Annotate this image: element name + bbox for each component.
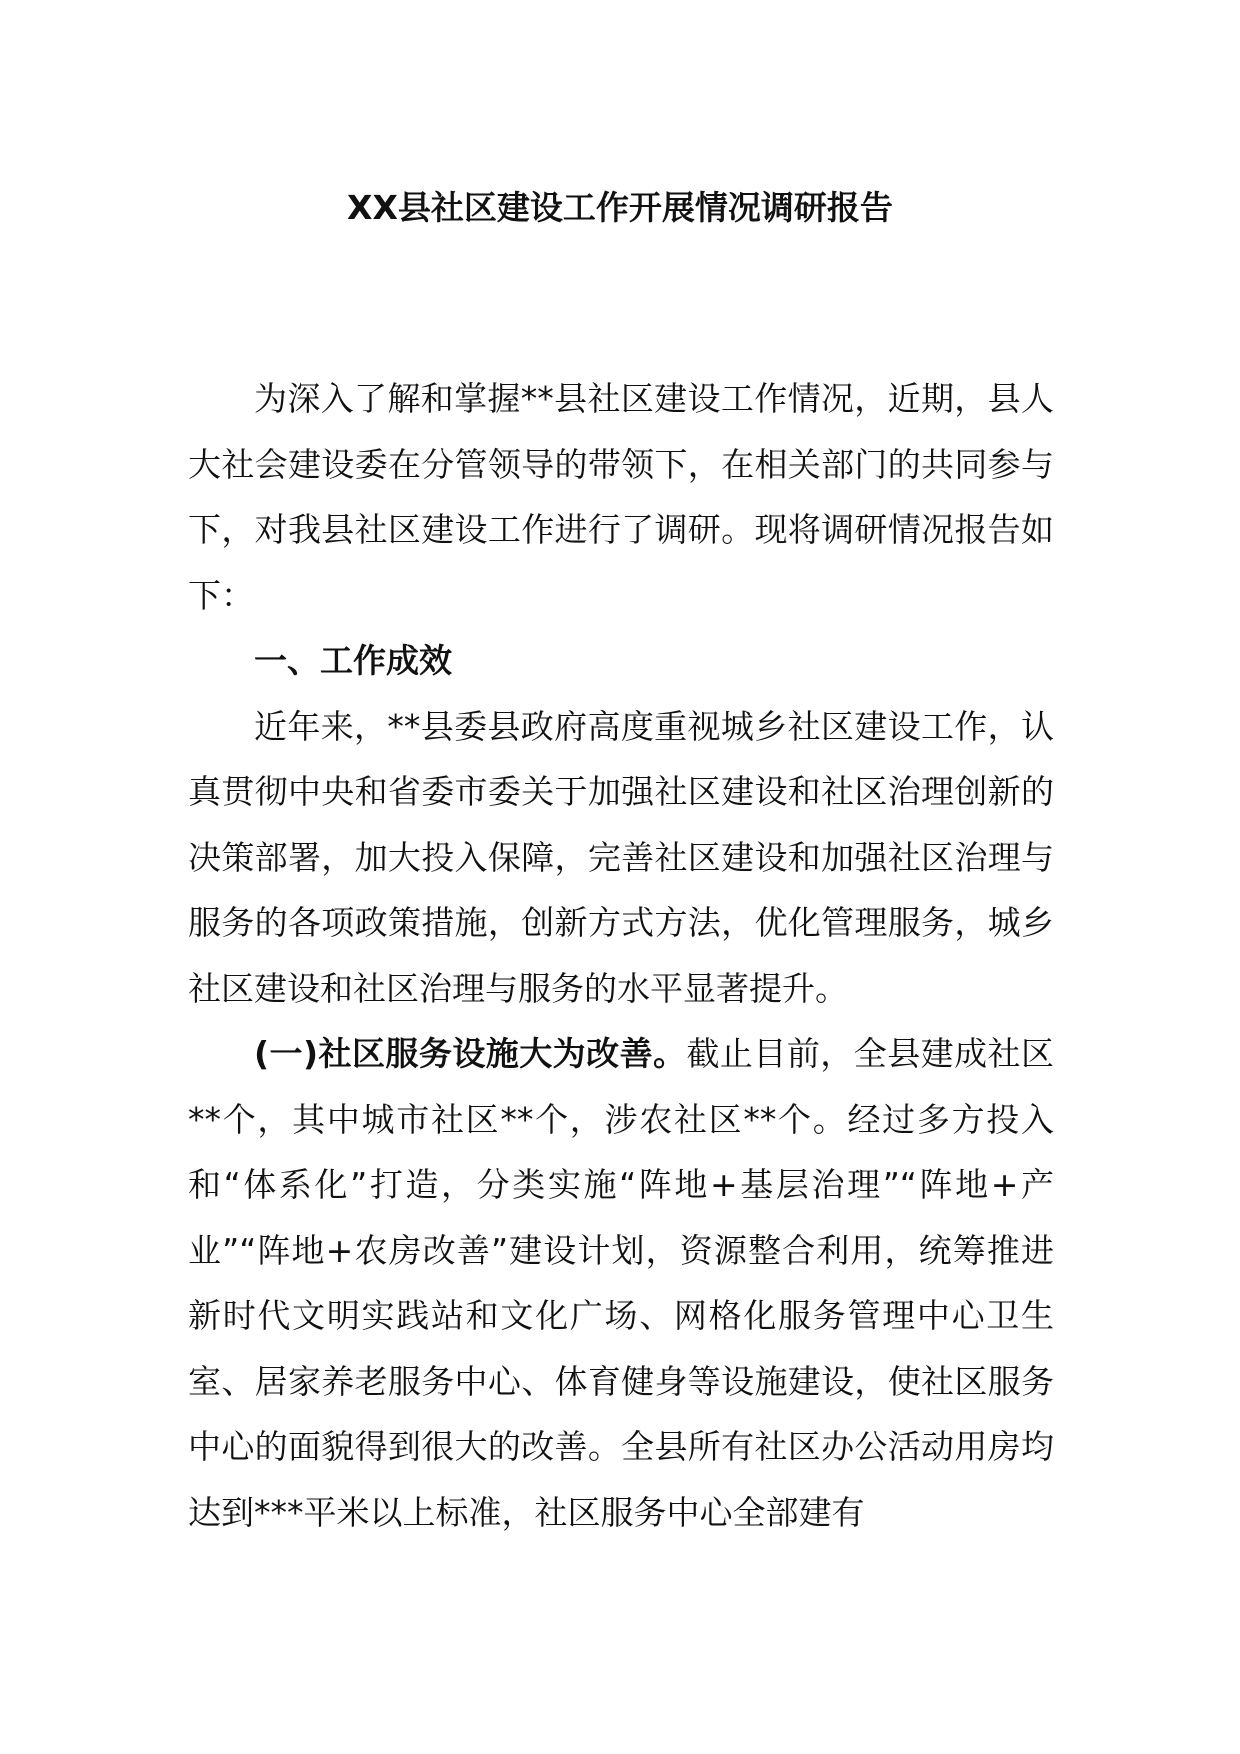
section-heading-achievements: 一、工作成效 <box>254 641 452 680</box>
overview-paragraph: 近年来，**县委县政府高度重视城乡社区建设工作，认真贯彻中央和省委市委关于加强社区建设和社区治理创新的决策部署，加大投入保障，完善社区建设和加强社区治理与服务的各项政策措施，创新方式方法，优化管理服务，城乡社区建设和社区治理与服务的水平显著提升。 <box>188 706 1054 1008</box>
document-body <box>188 366 1054 1545</box>
document-title: XX县社区建设工作开展情况调研报告 <box>347 188 893 227</box>
facilities-text: 截止目前，全县建成社区**个，其中城市社区**个，涉农社区**个。经过多方投入和“体系化”打造，分类实施“阵地+基层治理”“阵地+产业”“阵地+农房改善”建设计划，资源整合利用，统筹推进新时代文明实践站和文化广场、网格化服务管理中心卫生室、居家养老服务中心、体育健身等设施建设，使社区服务中心的面貌得到很大的改善。全县所有社区办公活动用房均达到***平米以上标准，社区服务中心全部建有 <box>188 1034 1054 1532</box>
facilities-paragraph <box>188 1021 1054 1545</box>
intro-paragraph: 为深入了解和掌握**县社区建设工作情况，近期，县人大社会建设委在分管领导的带领下，在相关部门的共同参与下，对我县社区建设工作进行了调研。现将调研情况报告如下： <box>188 379 1054 615</box>
facilities-subheading: (一)社区服务设施大为改善。 <box>254 1034 687 1073</box>
